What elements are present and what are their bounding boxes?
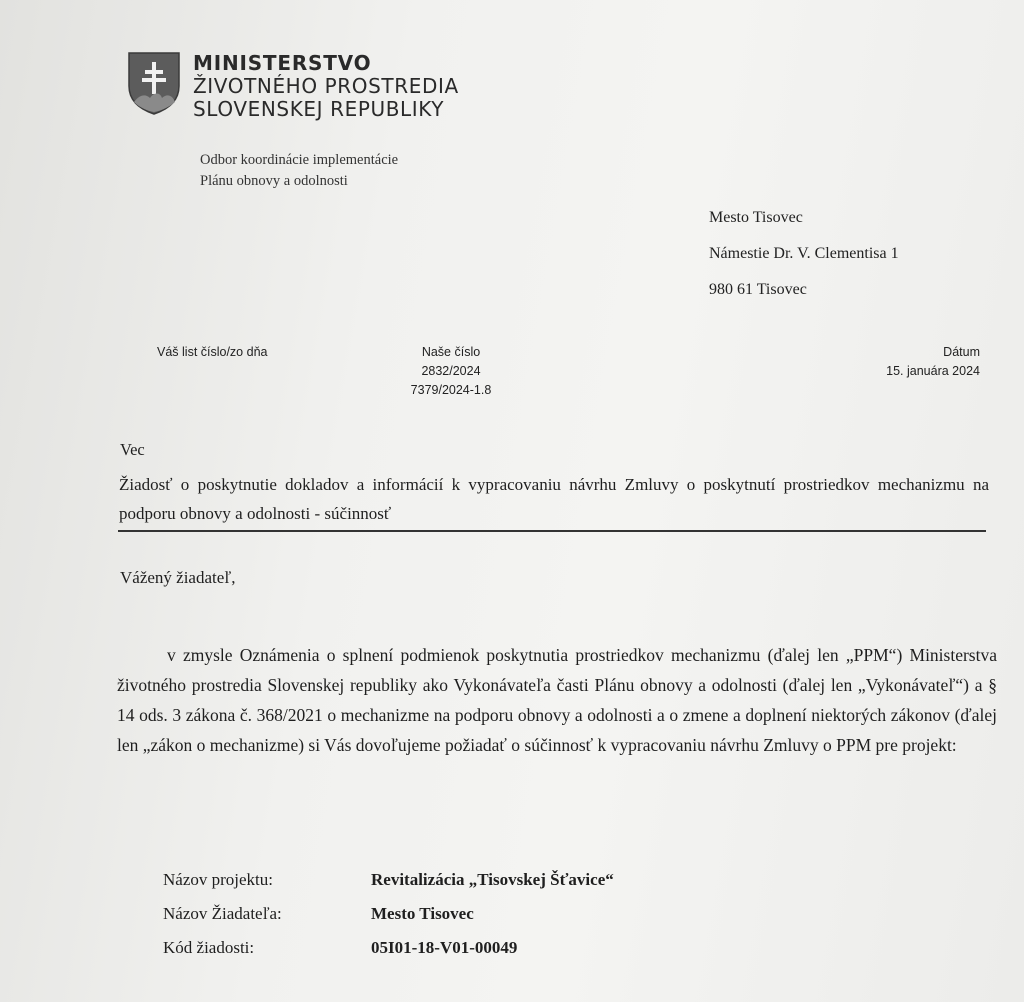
applicant-name-label: Názov Žiadateľa: <box>163 904 282 923</box>
date-label: Dátum <box>943 345 980 359</box>
salutation: Vážený žiadateľ, <box>120 568 236 587</box>
body-paragraph <box>117 640 997 760</box>
application-code-label: Kód žiadosti: <box>163 938 255 957</box>
department-name <box>200 150 398 192</box>
subject-text: Žiadosť o poskytnutie dokladov a informácií k vypracovaniu návrhu Zmluvy o poskytnutí prostriedkov mechanizmu na podporu obnovy a odolnosti - súčinnosť <box>119 475 989 523</box>
our-number-1: 2832/2024 <box>421 364 481 378</box>
date-value: 15. januára 2024 <box>886 364 980 378</box>
project-name-label: Názov projektu: <box>163 870 273 889</box>
our-number-column <box>392 343 510 400</box>
subject-underline <box>118 530 986 532</box>
ministry-line-2: ŽIVOTNÉHO PROSTREDIA <box>193 74 459 98</box>
slovak-coat-of-arms-icon <box>126 50 182 116</box>
date-column <box>832 343 980 381</box>
your-letter-column <box>157 343 267 362</box>
addressee-block <box>709 200 899 308</box>
applicant-name-value: Mesto Tisovec <box>371 904 474 923</box>
addressee-line-2: Námestie Dr. V. Clementisa 1 <box>709 245 899 262</box>
our-number-label: Naše číslo <box>421 345 481 359</box>
your-letter-label: Váš list číslo/zo dňa <box>157 345 268 359</box>
application-code-value: 05I01-18-V01-00049 <box>371 938 518 957</box>
department-line-2: Plánu obnovy a odolnosti <box>200 173 348 189</box>
our-number-2: 7379/2024-1.8 <box>410 383 492 397</box>
addressee-line-3: 980 61 Tisovec <box>709 281 807 298</box>
ministry-line-3: SLOVENSKEJ REPUBLIKY <box>193 97 445 121</box>
project-name-value: Revitalizácia „Tisovskej Šťavice“ <box>371 870 614 889</box>
body-paragraph-text: v zmysle Oznámenia o splnení podmienok poskytnutia prostriedkov mechanizmu (ďalej len „PPM“) Ministerstva životného prostredia Slovenskej republiky ako Vykonávateľa časti Plánu obnovy a odolnosti (ďalej len „Vykonávateľ“) a § 14 ods. 3 zákona č. 368/2021 o mechanizme na podporu obnovy a odolnosti a o zmene a doplnení niektorých zákonov (ďalej len „zákon o mechanizme) si Vás dovoľujeme požiadať o súčinnosť k vypracovaniu návrhu Zmluvy o PPM pre projekt: <box>117 645 997 755</box>
ministry-name <box>193 52 459 121</box>
subject-label: Vec <box>120 440 145 459</box>
department-line-1: Odbor koordinácie implementácie <box>200 152 399 168</box>
ministry-line-1: MINISTERSTVO <box>193 51 372 75</box>
addressee-line-1: Mesto Tisovec <box>709 209 803 226</box>
